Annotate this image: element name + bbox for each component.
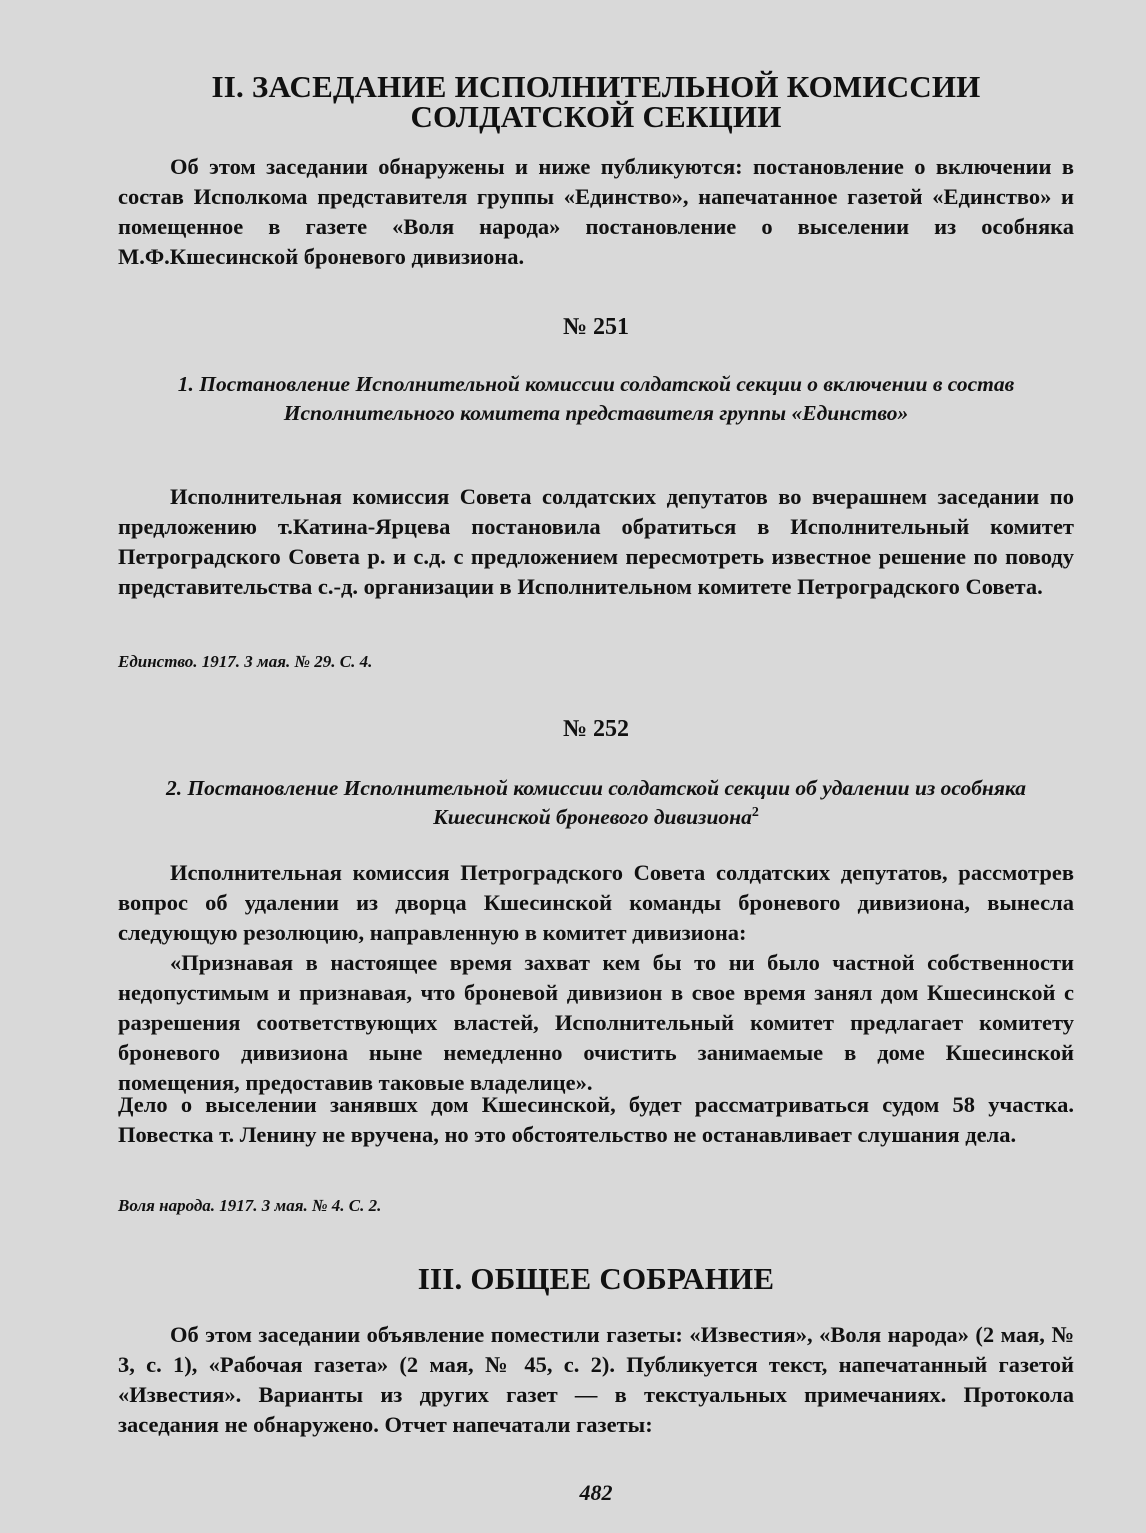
document-heading-251: 1. Постановление Исполнительной комиссии солдатской секции о включении в состав Исполнительного комитета представителя группы «Единство»: [177, 372, 1015, 425]
section-title-2: II. ЗАСЕДАНИЕ ИСПОЛНИТЕЛЬНОЙ КОМИССИИ СОЛДАТСКОЙ СЕКЦИИ: [211, 69, 981, 134]
document-number-252: № 252: [562, 716, 630, 742]
source-citation-251: Единство. 1917. 3 мая. № 29. С. 4.: [118, 652, 373, 671]
source-citation-252: Воля народа. 1917. 3 мая. № 4. С. 2.: [118, 1196, 382, 1215]
section-2-intro: Об этом заседании обнаружены и ниже публикуются: постановление о включении в состав Исполкома представителя группы «Единство», напечатанное газетой «Единство» и помещенное в газете «Воля народа» постановление о выселении из особняка М.Ф.Кшесинской броневого дивизиона.: [118, 154, 1074, 269]
document-number-251: № 251: [562, 314, 630, 340]
document-text-252-part1: Исполнительная комиссия Петроградского Совета солдатских депутатов, рассмотрев вопрос об удалении из дворца Кшесинской команды броневого дивизиона, вынесла следующую резолюцию, направленную в комитет дивизиона:: [118, 860, 1074, 945]
document-text-252-quote: «Признавая в настоящее время захват кем бы то ни было частной собственности недопустимым и признавая, что броневой дивизион в свое время занял дом Кшесинской с разрешения соответствующих властей, Исполнительный комитет предлагает комитету броневого дивизиона ныне немедленно очистить занимаемые в доме Кшесинской помещения, предоставив таковые владелице».: [118, 950, 1074, 1095]
document-text-251: Исполнительная комиссия Совета солдатских депутатов во вчерашнем заседании по предложению т.Катина-Ярцева постановила обратиться в Исполнительный комитет Петроградского Совета р. и с.д. с предложением пересмотреть известное решение по поводу представительства с.-д. организации в Исполнительном комитете Петроградского Совета.: [118, 484, 1074, 599]
section-title-3: III. ОБЩЕЕ СОБРАНИЕ: [417, 1261, 775, 1296]
footnote-mark: 2: [751, 804, 759, 820]
section-3-intro: Об этом заседании объявление поместили газеты: «Известия», «Воля народа» (2 мая, № 3, с. 1), «Рабочая газета» (2 мая, № 45, с. 2). Публикуется текст, напечатанный газетой «Известия». Варианты из других газет — в текстуальных примечаниях. Протокола заседания не обнаружено. Отчет напечатали газеты:: [118, 1322, 1074, 1437]
page-number: 482: [579, 1480, 613, 1505]
document-text-252-part3: Дело о выселении занявшх дом Кшесинской, будет рассматриваться судом 58 участка. Повестка т. Ленину не вручена, но это обстоятельство не останавливает слушания дела.: [118, 1092, 1074, 1147]
document-heading-252: [118, 774, 1074, 832]
document-heading-252-text: 2. Постановление Исполнительной комиссии солдатской секции об удалении из особняка Кшесинской броневого дивизиона: [165, 776, 1027, 829]
